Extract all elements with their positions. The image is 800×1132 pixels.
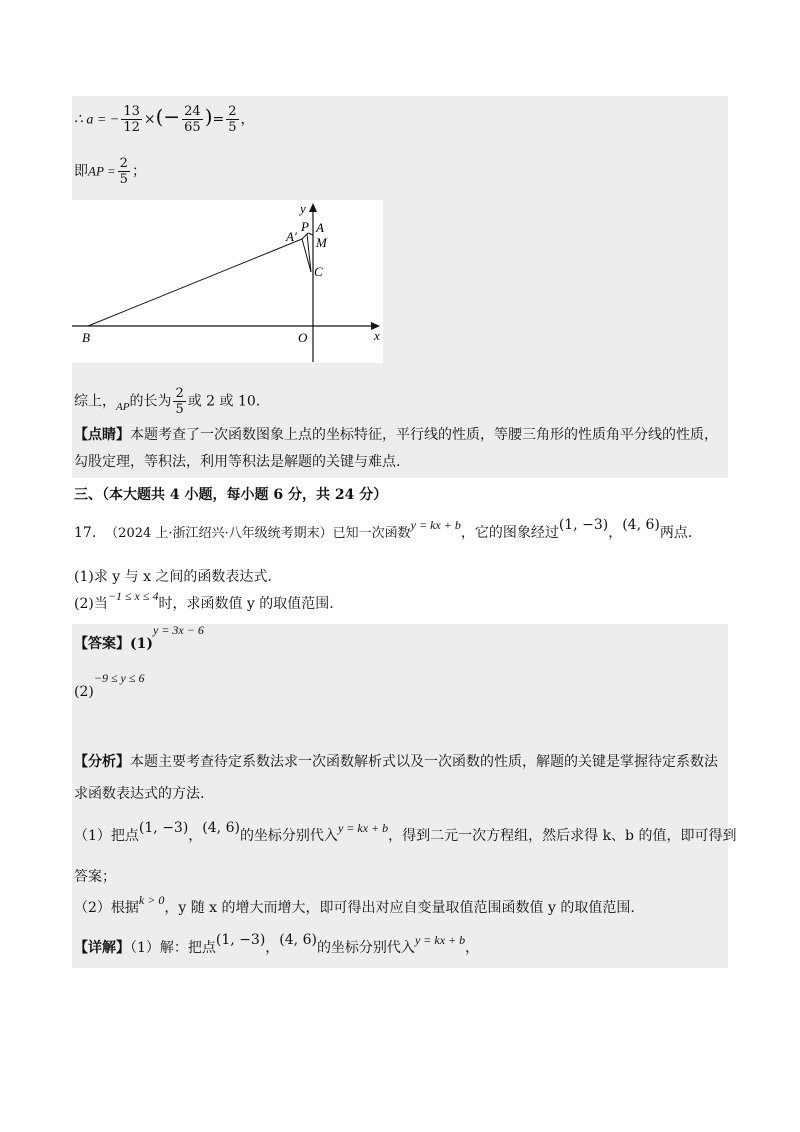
analysis-line-2: 求函数表达式的方法.	[74, 786, 205, 802]
analysis-step-1: （1）把点(1, −3)，(4, 6)的坐标分别代入y = kx + b，得到二元一次方程组，然后求得 k、b 的值，即可得到	[74, 820, 737, 844]
equation-ap: 即AP = $\frac{2}{5}$ ；	[74, 156, 146, 187]
fraction-2-5: $\frac{2}{5}$	[228, 104, 237, 135]
segment-B-A1	[88, 239, 302, 326]
question-17-part-2: (2)当−1 ≤ x ≤ 4时，求函数值 y 的取值范围.	[74, 589, 334, 612]
label-A1: A′	[286, 229, 297, 244]
analysis-line-1: 【分析】本题主要考查待定系数法求一次函数解析式以及一次函数的性质，解题的关键是掌握待定系数法	[74, 754, 718, 770]
coordinate-graph	[72, 200, 383, 363]
answer-2: (2)−9 ≤ y ≤ 6	[74, 671, 145, 700]
y-axis-arrow	[309, 203, 317, 212]
comment-line-1: 【点睛】本题考查了一次函数图象上点的坐标特征，平行线的性质，等腰三角形的性质角平分线的性质，	[74, 427, 718, 443]
comment-label: 【点睛】	[74, 427, 130, 443]
question-17-part-1: (1)求 y 与 x 之间的函数表达式.	[74, 569, 272, 585]
question-17: 17. （2024 上·浙江绍兴·八年级统考期末）已知一次函数y = kx + b，它的图象经过(1, −3)，(4, 6)两点.	[74, 517, 693, 541]
label-C: C	[314, 264, 323, 279]
label-O: O	[298, 330, 308, 345]
fraction-2-5-c: $\frac{2}{5}$	[175, 386, 184, 417]
comment-line-2: 勾股定理，等积法，利用等积法是解题的关键与难点.	[74, 454, 401, 470]
detail-line: 【详解】（1）解：把点(1, −3)，(4, 6)的坐标分别代入y = kx + b，	[74, 932, 480, 956]
label-M: M	[316, 235, 327, 250]
fraction-2-5-b: $\frac{2}{5}$	[119, 156, 128, 187]
fraction-24-65: $\frac{24}{65}$	[184, 104, 201, 135]
label-y: y	[300, 201, 306, 216]
answer-1: 【答案】(1)y = 3x − 6	[74, 623, 204, 652]
equation-a: ∴ a = − $\frac{13}{12}$ ×(− $\frac{24}{65}$ )= $\frac{2}{5}$ ，	[74, 104, 255, 135]
analysis-step-2: （2）根据k > 0，y 随 x 的增大而增大，即可得出对应自变量取值范围函数值 y 的取值范围.	[74, 893, 635, 916]
summary-line: 综上，$_{AP}$的长为 $\frac{2}{5}$ 或 2 或 10.	[74, 386, 261, 417]
detail-label: 【详解】	[74, 940, 130, 956]
graph-svg	[72, 200, 383, 363]
label-B: B	[82, 330, 90, 345]
label-A: A	[316, 220, 324, 235]
analysis-label: 【分析】	[74, 754, 130, 770]
label-P: P	[301, 219, 309, 234]
section-title: 三、（本大题共 4 小题，每小题 6 分，共 24 分）	[74, 487, 388, 503]
fraction-13-12: $\frac{13}{12}$	[123, 104, 140, 135]
analysis-step-1-end: 答案；	[74, 869, 116, 885]
label-x: x	[374, 328, 380, 343]
